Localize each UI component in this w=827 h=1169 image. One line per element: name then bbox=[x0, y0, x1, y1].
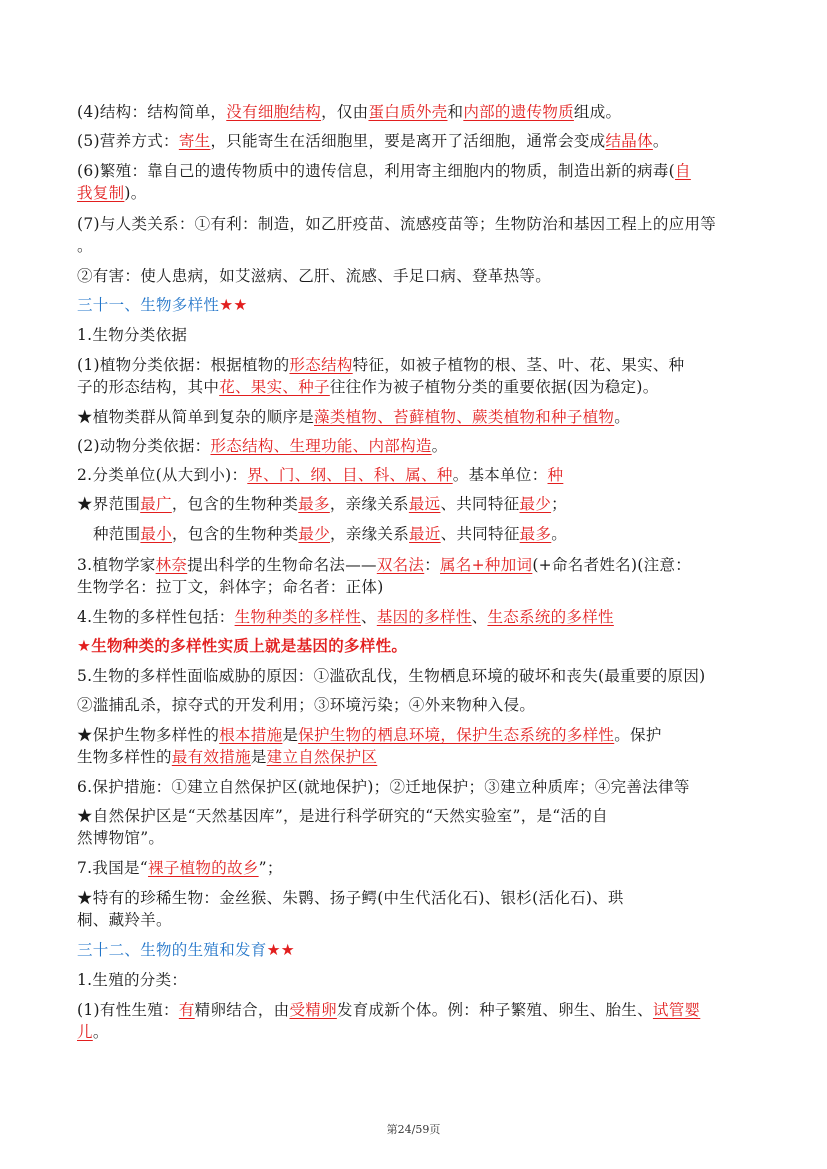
text-line: 种范围最小，包含的生物种类最少，亲缘关系最近、共同特征最多。 bbox=[93, 525, 568, 543]
text-line: 我复制)。 bbox=[77, 184, 147, 202]
page-number: 第24/59页 bbox=[386, 1123, 441, 1136]
star-icon: ★★ bbox=[219, 296, 248, 314]
text-line: 生物多样性的最有效措施是建立自然保护区 bbox=[77, 748, 378, 766]
text-line: 4.生物的多样性包括：生物种类的多样性、基因的多样性、生态系统的多样性 bbox=[77, 608, 614, 626]
text-line: (1)有性生殖：有精卵结合，由受精卵发育成新个体。例：种子繁殖、卵生、胎生、试管婴 bbox=[77, 1001, 701, 1019]
text-line: 。 bbox=[77, 237, 93, 255]
text-line: 桐、藏羚羊。 bbox=[77, 911, 172, 929]
text-line: (2)动物分类依据：形态结构、生理功能、内部构造。 bbox=[77, 437, 448, 455]
text-line: 子的形态结构，其中花、果实、种子往往作为被子植物分类的重要依据(因为稳定)。 bbox=[77, 378, 659, 396]
star-icon: ★★ bbox=[266, 941, 296, 959]
text-line: 2.分类单位(从大到小)：界、门、纲、目、科、属、种。基本单位：种 bbox=[77, 466, 564, 484]
text-line: 3.植物学家林奈提出科学的生物命名法——双名法：属名+种加词(+命名者姓名)(注意： bbox=[77, 556, 692, 574]
text-line: ②滥捕乱杀，掠夺式的开发利用；③环境污染；④外来物种入侵。 bbox=[77, 696, 536, 714]
section-heading: 三十一、生物多样性★★ bbox=[77, 296, 248, 314]
text-line: ★界范围最广，包含的生物种类最多，亲缘关系最远、共同特征最少； bbox=[77, 495, 567, 513]
text-line: 6.保护措施：①建立自然保护区(就地保护)；②迁地保护；③建立种质库；④完善法律等 bbox=[77, 778, 690, 796]
text-line: ★植物类群从简单到复杂的顺序是藻类植物、苔藓植物、蕨类植物和种子植物。 bbox=[77, 408, 631, 426]
text-line: ②有害：使人患病，如艾滋病、乙肝、流感、手足口病、登革热等。 bbox=[77, 267, 552, 285]
text-line: 儿。 bbox=[77, 1023, 109, 1041]
text-line: (4)结构：结构简单，没有细胞结构，仅由蛋白质外壳和内部的遗传物质组成。 bbox=[77, 103, 622, 121]
text-line: 5.生物的多样性面临威胁的原因：①滥砍乱伐，生物栖息环境的破坏和丧失(最重要的原因) bbox=[77, 667, 706, 685]
text-line: (5)营养方式：寄生，只能寄生在活细胞里，要是离开了活细胞，通常会变成结晶体。 bbox=[77, 132, 669, 150]
text-line: 生物学名：拉丁文，斜体字；命名者：正体) bbox=[77, 578, 384, 596]
text-line: ★自然保护区是“天然基因库”，是进行科学研究的“天然实验室”，是“活的自 bbox=[77, 807, 608, 825]
text-line: 1.生物分类依据 bbox=[77, 326, 188, 344]
text-line: ★特有的珍稀生物：金丝猴、朱鹮、扬子鳄(中生代活化石)、银杉(活化石)、珙 bbox=[77, 889, 624, 907]
text-line: ★保护生物多样性的根本措施是保护生物的栖息环境，保护生态系统的多样性。保护 bbox=[77, 726, 662, 744]
text-line: (1)植物分类依据：根据植物的形态结构特征，如被子植物的根、茎、叶、花、果实、种 bbox=[77, 356, 685, 374]
text-line: 1.生殖的分类： bbox=[77, 971, 188, 989]
text-line: (7)与人类关系：①有利：制造，如乙肝疫苗、流感疫苗等；生物防治和基因工程上的应用等 bbox=[77, 215, 717, 233]
highlight-line: ★生物种类的多样性实质上就是基因的多样性。 bbox=[77, 637, 408, 655]
text-line: 7.我国是“裸子植物的故乡”； bbox=[77, 859, 283, 877]
section-heading: 三十二、生物的生殖和发育★★ bbox=[77, 941, 296, 959]
text-line: 然博物馆”。 bbox=[77, 829, 165, 847]
text-line: (6)繁殖：靠自己的遗传物质中的遗传信息，利用寄主细胞内的物质，制造出新的病毒(自 bbox=[77, 162, 691, 180]
